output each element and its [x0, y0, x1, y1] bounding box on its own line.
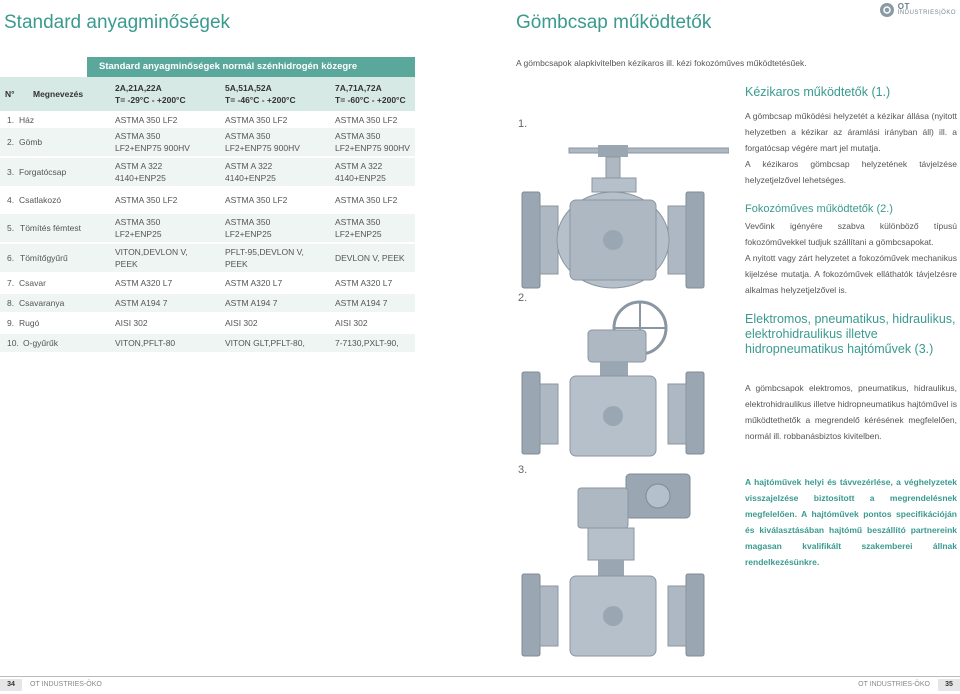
row-c2: ASTM A320 L7 — [225, 278, 283, 288]
page-footer — [0, 676, 960, 694]
row-name: Ház — [19, 115, 35, 125]
image-label-2: 2. — [518, 292, 528, 304]
lever-valve-image — [514, 140, 729, 295]
brand-mark-icon — [880, 3, 894, 17]
row-c2: VITON GLT,PFLT-80, — [225, 338, 305, 348]
row-c3: ASTMA 350 LF2 — [335, 195, 398, 205]
row-c1b: LF2+ENP25 — [115, 229, 162, 239]
row-c2a: PFLT-95,DEVLON V, — [225, 247, 304, 257]
section3-p2: A hajtóművek helyi és távvezérlése, a véghelyzetek visszajelzése biztosított a megrendelésnek megfelelően. A hajtóművek pontos specifikációján és kiválasztásában hajtómű beszállító partnereink magasan kvalifikált szakemberei állnak rendelkezésünkre. — [745, 477, 957, 567]
brand-sub: INDUSTRIES|ÖKO — [897, 10, 956, 16]
row-name: Csavar — [19, 278, 46, 288]
row-num: 8. — [7, 298, 15, 308]
row-name: Csatlakozó — [19, 195, 62, 205]
row-c3: ASTM A320 L7 — [335, 278, 393, 288]
section3-title: Elektromos, pneumatikus, hidraulikus, elektrohidraulikus illetve hidropneumatikus hajtóművek (3.) — [745, 312, 956, 356]
section3-p1: A gömbcsapok elektromos, pneumatikus, hidraulikus, elektrohidraulikus illetve hidropneumatikus hajtóművel is működtethetők a megrendelő kérésének megfelelően, normál ill. robbanásbiztos kivitelben. — [745, 383, 957, 441]
row-name: Csavaranya — [19, 298, 65, 308]
section2-title: Fokozóműves működtetők (2.) — [745, 203, 893, 215]
right-footer-brand: OT INDUSTRIES-ÖKO — [858, 681, 930, 688]
row-c3b: LF2+ENP75 900HV — [335, 143, 410, 153]
table-row — [0, 316, 415, 330]
table-row — [0, 113, 415, 127]
row-c1b: PEEK — [115, 259, 138, 269]
row-num: 5. — [7, 223, 15, 233]
section1-p2: A kézikaros gömbcsap helyzetének távjelzése helyzetjelzővel lehetséges. — [745, 159, 957, 185]
header-name: Megnevezés — [33, 89, 84, 99]
row-c2: AISI 302 — [225, 318, 258, 328]
row-name: Tömítés fémtest — [20, 223, 81, 233]
row-c2: ASTMA 350 LF2 — [225, 195, 288, 205]
row-c2b: PEEK — [225, 259, 248, 269]
section2-p1: Vevőink igényére szabva különböző típusú fokozóművekkel tudjuk szállítani a gömbcsapokat. — [745, 221, 957, 247]
row-c2: ASTM A194 7 — [225, 298, 278, 308]
section1-p1: A gömbcsap működési helyzetét a kézikar állása (nyitott helyzetben a kézikar az áramlási irányban áll) ill. a forgatócsap végére mart jel mutatja. — [745, 111, 957, 153]
row-num: 6. — [7, 253, 15, 263]
section2-p2: A nyitott vagy zárt helyzetet a fokozóművek mechanikus kijelzése mutatja. A fokozóművek elláthatók távjelzésre alkalmas helyzetjelzővel is. — [745, 253, 957, 295]
row-c3: AISI 302 — [335, 318, 368, 328]
row-c3b: LF2+ENP25 — [335, 229, 382, 239]
row-c1: ASTMA 350 LF2 — [115, 115, 178, 125]
row-name: Rugó — [19, 318, 40, 328]
row-c1a: ASTM A 322 — [115, 161, 163, 171]
row-c3: ASTM A194 7 — [335, 298, 388, 308]
row-c3: DEVLON V, PEEK — [335, 253, 405, 263]
header-c2a: 5A,51A,52A — [225, 83, 272, 93]
row-c1a: ASTMA 350 — [115, 217, 161, 227]
row-c3a: ASTM A 322 — [335, 161, 383, 171]
row-name: Tömítőgyűrű — [20, 253, 68, 263]
row-c1a: ASTMA 350 — [115, 131, 161, 141]
row-c2a: ASTMA 350 — [225, 217, 271, 227]
table-header — [0, 77, 415, 111]
header-no: N° — [5, 89, 15, 99]
row-num: 4. — [7, 195, 15, 205]
row-c2b: LF2+ENP75 900HV — [225, 143, 300, 153]
table-row — [0, 158, 415, 186]
left-footer-brand: OT INDUSTRIES-ÖKO — [30, 681, 102, 688]
right-page-title: Gömbcsap működtetők — [516, 12, 712, 33]
row-c2a: ASTM A 322 — [225, 161, 273, 171]
row-c2b: 4140+ENP25 — [225, 173, 276, 183]
row-c3b: 4140+ENP25 — [335, 173, 386, 183]
row-c1: ASTMA 350 LF2 — [115, 195, 178, 205]
header-c3b: T= -60°C - +200°C — [335, 95, 406, 105]
row-c2b: LF2+ENP25 — [225, 229, 272, 239]
right-page-number: 35 — [938, 679, 960, 691]
row-num: 7. — [7, 278, 15, 288]
row-c1b: LF2+ENP75 900HV — [115, 143, 190, 153]
row-name: Gömb — [19, 137, 43, 147]
row-c2a: ASTMA 350 — [225, 131, 271, 141]
brand-name: OT — [897, 2, 910, 11]
row-c3a: ASTMA 350 — [335, 217, 381, 227]
table-row — [0, 193, 415, 207]
header-c2b: T= -46°C - +200°C — [225, 95, 296, 105]
gear-valve-image — [514, 300, 729, 460]
row-c1a: VITON,DEVLON V, — [115, 247, 188, 257]
table-row — [0, 276, 415, 290]
header-c3a: 7A,71A,72A — [335, 83, 382, 93]
table-row — [0, 128, 415, 156]
table-row — [0, 214, 415, 242]
row-c3: 7-7130,PXLT-90, — [335, 338, 399, 348]
brand-logo — [880, 3, 956, 17]
row-name: Forgatócsap — [19, 167, 67, 177]
row-num: 10. — [7, 338, 19, 348]
row-c1: VITON,PFLT-80 — [115, 338, 176, 348]
header-c1a: 2A,21A,22A — [115, 83, 162, 93]
row-c1b: 4140+ENP25 — [115, 173, 166, 183]
row-num: 3. — [7, 167, 15, 177]
row-num: 9. — [7, 318, 15, 328]
row-name: O-gyűrűk — [23, 338, 58, 348]
row-num: 1. — [7, 115, 15, 125]
left-page-title: Standard anyagminőségek — [4, 12, 231, 33]
row-c3: ASTMA 350 LF2 — [335, 115, 398, 125]
section1-title: Kézikaros működtetők (1.) — [745, 85, 891, 99]
actuator-valve-image — [514, 470, 729, 660]
row-c1: ASTM A320 L7 — [115, 278, 173, 288]
header-c1b: T= -29°C - +200°C — [115, 95, 186, 105]
row-c1: AISI 302 — [115, 318, 148, 328]
image-label-3: 3. — [518, 464, 528, 476]
table-row — [0, 244, 415, 272]
row-c2: ASTMA 350 LF2 — [225, 115, 288, 125]
row-num: 2. — [7, 137, 15, 147]
table-row — [0, 294, 415, 312]
image-label-1: 1. — [518, 118, 528, 130]
table-row — [0, 334, 415, 352]
table-banner: Standard anyagminőségek normál szénhidrogén közegre — [87, 57, 415, 77]
row-c1: ASTM A194 7 — [115, 298, 168, 308]
left-page-number: 34 — [0, 679, 22, 691]
row-c3a: ASTMA 350 — [335, 131, 381, 141]
intro-text: A gömbcsapok alapkivitelben kézikaros ill. kézi fokozóműves működtetésűek. — [516, 58, 807, 68]
